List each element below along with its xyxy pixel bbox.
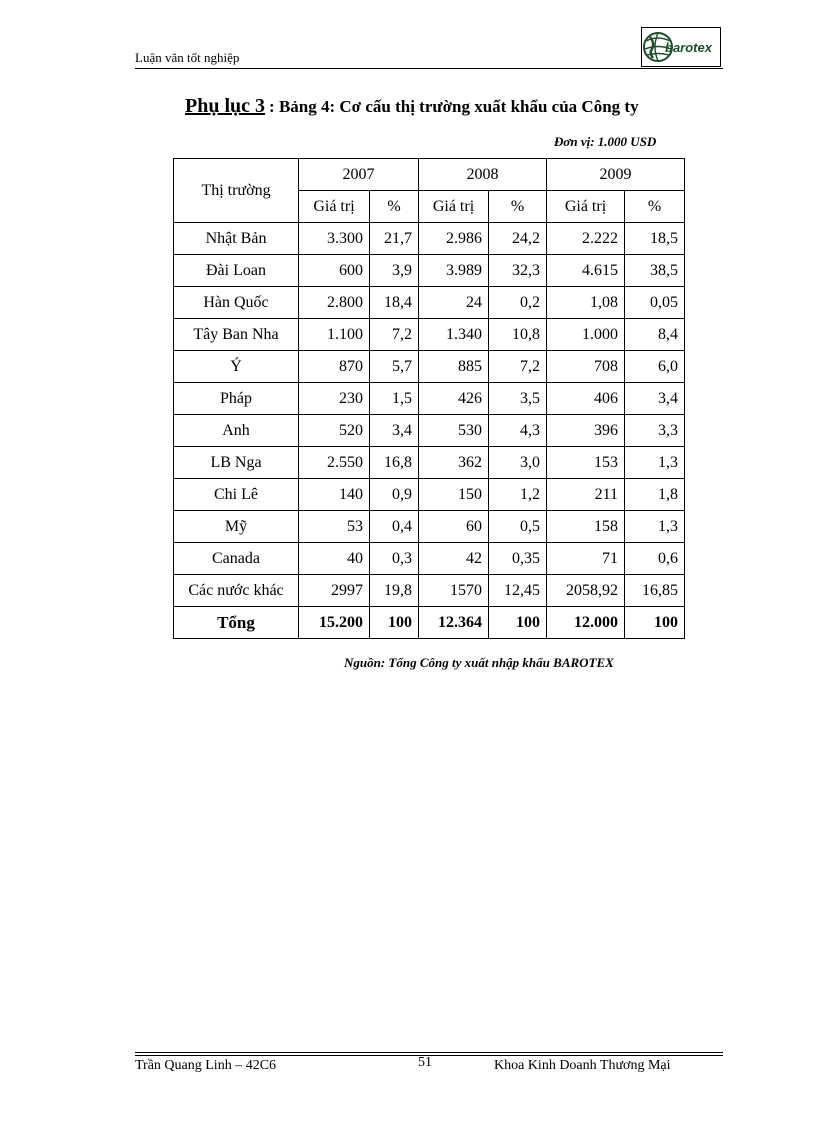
table-row xyxy=(174,415,685,447)
market-name: Các nước khác xyxy=(174,575,299,607)
total-percent-2007: 100 xyxy=(370,607,419,639)
value-2009: 211 xyxy=(547,479,625,511)
table-row xyxy=(174,223,685,255)
value-header: Giá trị xyxy=(299,191,370,223)
value-2007: 520 xyxy=(299,415,370,447)
percent-2008: 0,5 xyxy=(489,511,547,543)
total-value-2008: 12.364 xyxy=(419,607,489,639)
header-rule xyxy=(135,68,723,69)
value-header: Giá trị xyxy=(547,191,625,223)
value-2008: 2.986 xyxy=(419,223,489,255)
percent-2009: 6,0 xyxy=(625,351,685,383)
percent-header: % xyxy=(625,191,685,223)
value-2007: 2.800 xyxy=(299,287,370,319)
table-row xyxy=(174,351,685,383)
total-value-2009: 12.000 xyxy=(547,607,625,639)
value-2009: 1,08 xyxy=(547,287,625,319)
percent-2009: 1,8 xyxy=(625,479,685,511)
unit-note: Đơn vị: 1.000 USD xyxy=(554,134,657,149)
footer-department: Khoa Kinh Doanh Thương Mại xyxy=(494,1058,671,1073)
market-header: Thị trường xyxy=(174,159,299,223)
percent-2008: 32,3 xyxy=(489,255,547,287)
value-2008: 362 xyxy=(419,447,489,479)
percent-2007: 7,2 xyxy=(370,319,419,351)
value-2009: 153 xyxy=(547,447,625,479)
percent-2007: 19,8 xyxy=(370,575,419,607)
source-note: Nguồn: Tổng Công ty xuất nhập khẩu BAROTEX xyxy=(344,655,614,670)
table-caption: : Bảng 4: Cơ cấu thị trường xuất khẩu của Công ty xyxy=(269,97,639,116)
value-2007: 1.100 xyxy=(299,319,370,351)
table-body xyxy=(174,223,685,607)
value-2009: 708 xyxy=(547,351,625,383)
value-2009: 2.222 xyxy=(547,223,625,255)
market-name: Pháp xyxy=(174,383,299,415)
percent-2009: 1,3 xyxy=(625,511,685,543)
table-row xyxy=(174,479,685,511)
percent-2008: 24,2 xyxy=(489,223,547,255)
percent-2009: 0,6 xyxy=(625,543,685,575)
barotex-logo xyxy=(641,27,721,67)
percent-2007: 5,7 xyxy=(370,351,419,383)
page-number: 51 xyxy=(418,1055,432,1070)
value-2008: 885 xyxy=(419,351,489,383)
percent-2007: 3,4 xyxy=(370,415,419,447)
percent-2007: 0,9 xyxy=(370,479,419,511)
value-2008: 3.989 xyxy=(419,255,489,287)
percent-2007: 1,5 xyxy=(370,383,419,415)
percent-2009: 38,5 xyxy=(625,255,685,287)
value-header: Giá trị xyxy=(419,191,489,223)
percent-2009: 18,5 xyxy=(625,223,685,255)
percent-2009: 3,4 xyxy=(625,383,685,415)
percent-header: % xyxy=(489,191,547,223)
percent-2009: 8,4 xyxy=(625,319,685,351)
total-percent-2008: 100 xyxy=(489,607,547,639)
value-2007: 140 xyxy=(299,479,370,511)
table-row xyxy=(174,447,685,479)
percent-2009: 3,3 xyxy=(625,415,685,447)
market-name: Đài Loan xyxy=(174,255,299,287)
percent-2008: 3,0 xyxy=(489,447,547,479)
percent-2009: 1,3 xyxy=(625,447,685,479)
market-name: Chi Lê xyxy=(174,479,299,511)
value-2008: 426 xyxy=(419,383,489,415)
percent-header: % xyxy=(370,191,419,223)
percent-2008: 1,2 xyxy=(489,479,547,511)
total-label: Tổng xyxy=(174,607,299,639)
percent-2009: 0,05 xyxy=(625,287,685,319)
appendix-ref: Phụ lục 3 xyxy=(185,95,266,117)
value-2009: 158 xyxy=(547,511,625,543)
percent-2007: 0,4 xyxy=(370,511,419,543)
total-value-2007: 15.200 xyxy=(299,607,370,639)
value-2009: 406 xyxy=(547,383,625,415)
market-name: Tây Ban Nha xyxy=(174,319,299,351)
table-row xyxy=(174,511,685,543)
value-2009: 1.000 xyxy=(547,319,625,351)
value-2007: 53 xyxy=(299,511,370,543)
value-2008: 1.340 xyxy=(419,319,489,351)
year-header-2008: 2008 xyxy=(419,159,547,191)
value-2007: 40 xyxy=(299,543,370,575)
market-name: Nhật Bản xyxy=(174,223,299,255)
table-header-row xyxy=(174,159,685,191)
value-2009: 71 xyxy=(547,543,625,575)
percent-2009: 16,85 xyxy=(625,575,685,607)
percent-2008: 0,2 xyxy=(489,287,547,319)
page-title xyxy=(185,95,639,118)
value-2008: 1570 xyxy=(419,575,489,607)
percent-2007: 16,8 xyxy=(370,447,419,479)
percent-2008: 12,45 xyxy=(489,575,547,607)
value-2008: 150 xyxy=(419,479,489,511)
percent-2008: 4,3 xyxy=(489,415,547,447)
market-name: Anh xyxy=(174,415,299,447)
percent-2007: 18,4 xyxy=(370,287,419,319)
value-2008: 60 xyxy=(419,511,489,543)
value-2007: 2997 xyxy=(299,575,370,607)
value-2009: 2058,92 xyxy=(547,575,625,607)
table-row xyxy=(174,255,685,287)
total-percent-2009: 100 xyxy=(625,607,685,639)
market-name: Canada xyxy=(174,543,299,575)
table-row xyxy=(174,383,685,415)
percent-2007: 0,3 xyxy=(370,543,419,575)
table-row xyxy=(174,287,685,319)
market-name: Hàn Quốc xyxy=(174,287,299,319)
table-row xyxy=(174,543,685,575)
value-2009: 4.615 xyxy=(547,255,625,287)
value-2008: 530 xyxy=(419,415,489,447)
value-2008: 42 xyxy=(419,543,489,575)
percent-2007: 21,7 xyxy=(370,223,419,255)
market-name: Mỹ xyxy=(174,511,299,543)
year-header-2009: 2009 xyxy=(547,159,685,191)
total-row xyxy=(174,607,685,639)
logo-wordmark: barotex xyxy=(665,40,712,55)
table-row xyxy=(174,319,685,351)
footer-rule-top xyxy=(135,1052,723,1053)
percent-2008: 3,5 xyxy=(489,383,547,415)
percent-2007: 3,9 xyxy=(370,255,419,287)
value-2009: 396 xyxy=(547,415,625,447)
value-2008: 24 xyxy=(419,287,489,319)
table-row xyxy=(174,575,685,607)
value-2007: 230 xyxy=(299,383,370,415)
value-2007: 870 xyxy=(299,351,370,383)
percent-2008: 7,2 xyxy=(489,351,547,383)
percent-2008: 0,35 xyxy=(489,543,547,575)
value-2007: 3.300 xyxy=(299,223,370,255)
market-name: Ý xyxy=(174,351,299,383)
market-name: LB Nga xyxy=(174,447,299,479)
footer-author: Trần Quang Linh – 42C6 xyxy=(135,1058,277,1073)
percent-2008: 10,8 xyxy=(489,319,547,351)
running-header: Luận văn tốt nghiệp xyxy=(135,50,240,65)
year-header-2007: 2007 xyxy=(299,159,419,191)
export-market-table xyxy=(173,158,685,639)
value-2007: 2.550 xyxy=(299,447,370,479)
value-2007: 600 xyxy=(299,255,370,287)
